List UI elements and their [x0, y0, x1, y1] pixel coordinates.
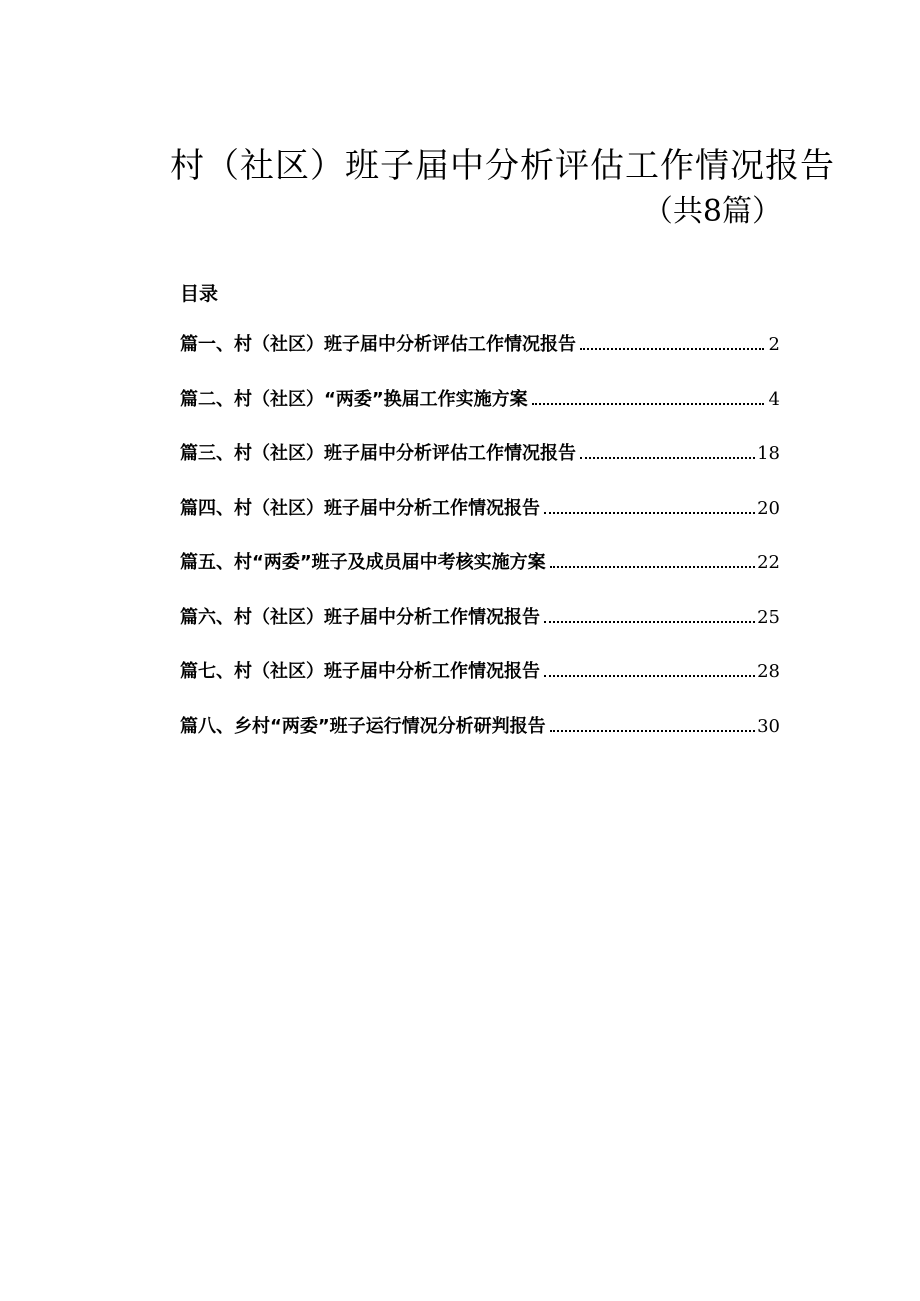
- document-title: 村（社区）班子届中分析评估工作情况报告: [170, 146, 835, 186]
- toc-item[interactable]: [180, 330, 780, 385]
- toc-item-title: 篇五、村“两委”班子及成员届中考核实施方案: [180, 552, 546, 573]
- toc-item-page: 25: [757, 606, 780, 628]
- toc-item[interactable]: [180, 548, 780, 603]
- toc-item-page: 22: [757, 552, 780, 573]
- toc-item[interactable]: [180, 439, 780, 494]
- table-of-contents: [180, 330, 780, 766]
- document-subtitle: （共8篇）: [642, 194, 782, 229]
- toc-leader-dots: [544, 621, 755, 623]
- toc-heading: 目录: [180, 283, 219, 305]
- toc-item-page: 30: [757, 715, 780, 737]
- toc-item-title: 篇七、村（社区）班子届中分析工作情况报告: [180, 661, 540, 682]
- toc-leader-dots: [544, 675, 755, 677]
- toc-item-title: 篇六、村（社区）班子届中分析工作情况报告: [180, 606, 540, 628]
- toc-item-title: 篇四、村（社区）班子届中分析工作情况报告: [180, 497, 540, 519]
- toc-leader-dots: [550, 566, 755, 568]
- toc-item[interactable]: [180, 494, 780, 549]
- toc-item-page: 4: [768, 388, 780, 410]
- toc-leader-dots: [532, 403, 764, 405]
- toc-item[interactable]: [180, 385, 780, 440]
- toc-item-title: 篇三、村（社区）班子届中分析评估工作情况报告: [180, 443, 576, 464]
- toc-item-page: 28: [757, 661, 780, 682]
- toc-item[interactable]: [180, 657, 780, 712]
- toc-item-page: 20: [757, 497, 780, 519]
- toc-item-page: 2: [768, 334, 780, 355]
- toc-item-title: 篇八、乡村“两委”班子运行情况分析研判报告: [180, 715, 546, 737]
- toc-item-title: 篇二、村（社区）“两委”换届工作实施方案: [180, 388, 528, 410]
- toc-leader-dots: [580, 348, 764, 350]
- toc-item-page: 18: [757, 443, 780, 464]
- toc-item[interactable]: [180, 603, 780, 658]
- toc-leader-dots: [580, 457, 755, 459]
- toc-item-title: 篇一、村（社区）班子届中分析评估工作情况报告: [180, 334, 576, 355]
- toc-leader-dots: [550, 730, 755, 732]
- toc-leader-dots: [544, 512, 755, 514]
- toc-item[interactable]: [180, 712, 780, 767]
